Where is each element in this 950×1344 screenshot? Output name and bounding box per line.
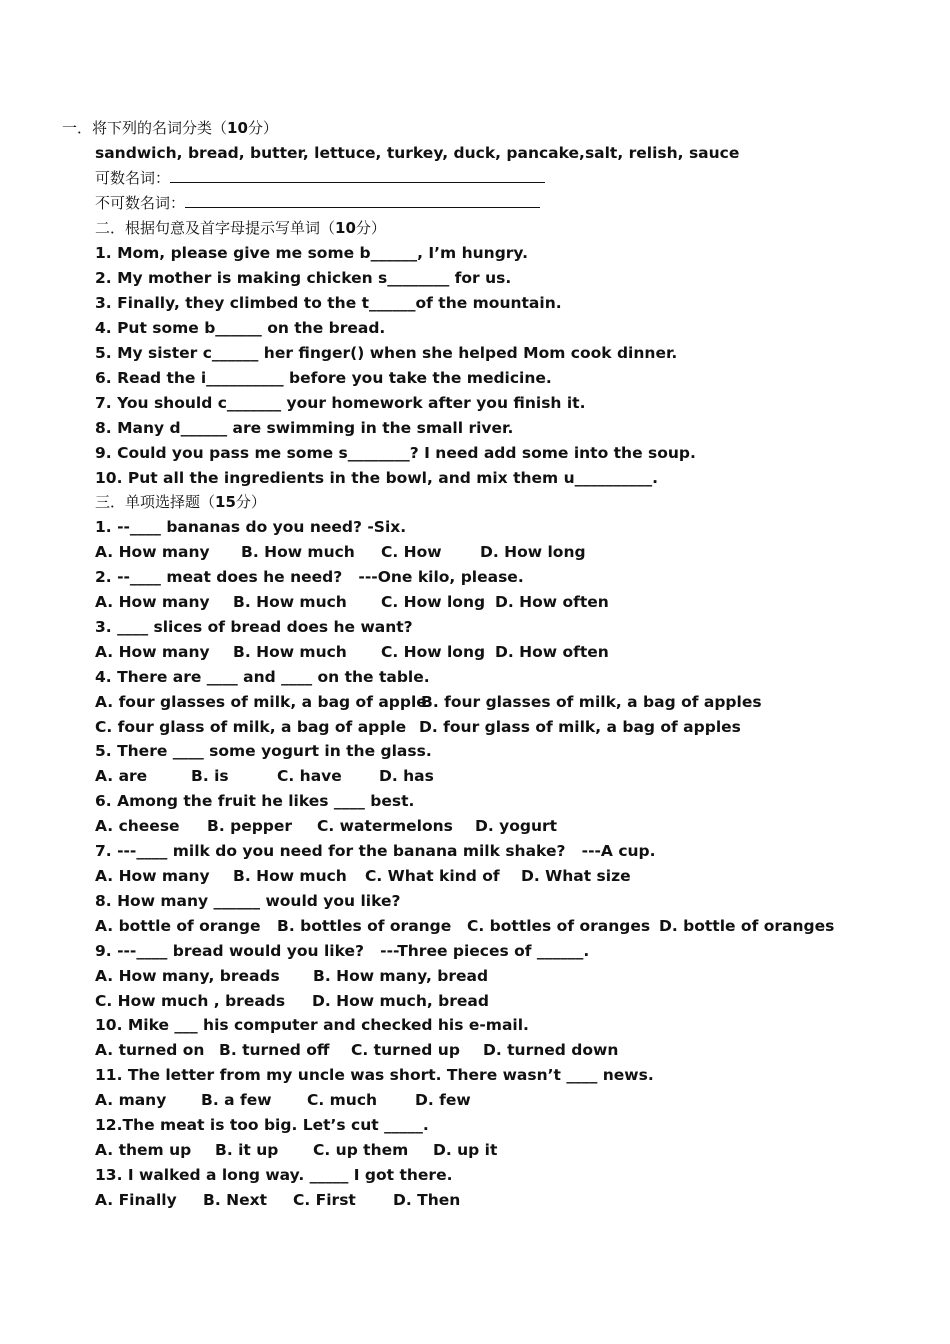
answer-option[interactable]: D. How often [495, 593, 609, 611]
answer-option[interactable]: D. few [415, 1091, 471, 1109]
uncountable-nouns-row [95, 193, 540, 213]
question-stem: 6. Among the fruit he likes ____ best. [95, 792, 415, 810]
answer-option[interactable]: B. is [191, 767, 229, 785]
answer-option[interactable]: A. How many [95, 593, 210, 611]
uncountable-nouns-answer-line[interactable] [185, 193, 540, 208]
section-1-score: 10 [227, 119, 248, 137]
section-3-heading [95, 492, 266, 512]
section-2-heading [95, 218, 386, 238]
answer-option[interactable]: D. up it [433, 1141, 498, 1159]
section-1-heading [62, 118, 278, 138]
fill-in-item[interactable]: 3. Finally, they climbed to the t______of the mountain. [95, 294, 562, 312]
section-1-number: 一 [62, 119, 78, 137]
fill-in-item[interactable]: 9. Could you pass me some s________? I need add some into the soup. [95, 444, 696, 462]
question-stem: 1. --____ bananas do you need? -Six. [95, 518, 407, 536]
answer-option[interactable]: B. How much [233, 643, 347, 661]
answer-option[interactable]: B. a few [201, 1091, 272, 1109]
question-stem: 3. ____ slices of bread does he want? [95, 618, 413, 636]
answer-option[interactable]: C. much [307, 1091, 378, 1109]
question-stem: 5. There ____ some yogurt in the glass. [95, 742, 432, 760]
countable-nouns-answer-line[interactable] [170, 168, 545, 183]
answer-option[interactable]: A. four glasses of milk, a bag of apple [95, 693, 427, 711]
answer-option[interactable]: D. How much, bread [312, 992, 489, 1010]
answer-option[interactable]: A. bottle of orange [95, 917, 261, 935]
answer-option[interactable]: B. How much [233, 593, 347, 611]
answer-option[interactable]: A. are [95, 767, 148, 785]
section-2-score: 10 [335, 219, 356, 237]
fill-in-item[interactable]: 5. My sister c______ her finger() when she helped Mom cook dinner. [95, 344, 678, 362]
answer-option[interactable]: D. Then [393, 1191, 461, 1209]
answer-option[interactable]: C. have [277, 767, 342, 785]
answer-option[interactable]: B. bottles of orange [277, 917, 452, 935]
answer-option[interactable]: C. How [381, 543, 442, 561]
section-1-title-end: 分） [247, 119, 278, 137]
fill-in-item[interactable]: 4. Put some b______ on the bread. [95, 319, 386, 337]
answer-option[interactable]: C. four glass of milk, a bag of apple [95, 718, 407, 736]
answer-option[interactable]: A. How many [95, 543, 210, 561]
answer-option[interactable]: C. watermelons [317, 817, 453, 835]
question-stem: 4. There are ____ and ____ on the table. [95, 668, 430, 686]
answer-option[interactable]: C. First [293, 1191, 356, 1209]
section-3-title-end: 分） [235, 493, 266, 511]
answer-option[interactable]: C. turned up [351, 1041, 460, 1059]
answer-option[interactable]: B. How much [241, 543, 355, 561]
answer-option[interactable]: A. How many [95, 643, 210, 661]
answer-option[interactable]: A. Finally [95, 1191, 177, 1209]
answer-option[interactable]: A. many [95, 1091, 167, 1109]
answer-option[interactable]: D. yogurt [475, 817, 558, 835]
question-stem: 2. --____ meat does he need? ---One kilo, please. [95, 568, 524, 586]
answer-option[interactable]: A. How many [95, 867, 210, 885]
fill-in-item[interactable]: 2. My mother is making chicken s________ for us. [95, 269, 512, 287]
answer-option[interactable]: D. turned down [483, 1041, 619, 1059]
answer-option[interactable]: B. Next [203, 1191, 267, 1209]
answer-option[interactable]: C. How much , breads [95, 992, 286, 1010]
question-stem: 11. The letter from my uncle was short. There wasn’t ____ news. [95, 1066, 654, 1084]
answer-option[interactable]: D. four glass of milk, a bag of apples [419, 718, 741, 736]
section-3-title: ．单项选择题（ [110, 493, 216, 511]
answer-option[interactable]: B. pepper [207, 817, 293, 835]
answer-option[interactable]: C. up them [313, 1141, 409, 1159]
question-stem: 9. ---____ bread would you like? ---Three pieces of ______. [95, 942, 590, 960]
answer-option[interactable]: A. turned on [95, 1041, 205, 1059]
answer-option[interactable]: B. four glasses of milk, a bag of apples [421, 693, 762, 711]
answer-option[interactable]: D. bottle of oranges [659, 917, 835, 935]
answer-option[interactable]: C. How long [381, 593, 486, 611]
answer-option[interactable]: B. it up [215, 1141, 279, 1159]
question-stem: 7. ---____ milk do you need for the banana milk shake? ---A cup. [95, 842, 656, 860]
answer-option[interactable]: B. turned off [219, 1041, 330, 1059]
section-2-title: ．根据句意及首字母提示写单词（ [110, 219, 336, 237]
answer-option[interactable]: C. How long [381, 643, 486, 661]
section-2-number: 二 [95, 219, 111, 237]
answer-option[interactable]: A. How many, breads [95, 967, 280, 985]
section-2-title-end: 分） [355, 219, 386, 237]
answer-option[interactable]: D. has [379, 767, 434, 785]
section-3-number: 三 [95, 493, 111, 511]
fill-in-item[interactable]: 7. You should c_______ your homework after you finish it. [95, 394, 586, 412]
answer-option[interactable]: C. What kind of [365, 867, 500, 885]
uncountable-nouns-label: 不可数名词： [95, 194, 186, 212]
question-stem: 12.The meat is too big. Let’s cut _____. [95, 1116, 429, 1134]
answer-option[interactable]: D. What size [521, 867, 631, 885]
countable-nouns-row [95, 168, 545, 188]
answer-option[interactable]: C. bottles of oranges [467, 917, 651, 935]
fill-in-item[interactable]: 8. Many d______ are swimming in the small river. [95, 419, 514, 437]
answer-option[interactable]: A. cheese [95, 817, 180, 835]
countable-nouns-label: 可数名词： [95, 169, 171, 187]
answer-option[interactable]: A. them up [95, 1141, 192, 1159]
section-3-score: 15 [215, 493, 236, 511]
question-stem: 8. How many ______ would you like? [95, 892, 401, 910]
answer-option[interactable]: B. How much [233, 867, 347, 885]
answer-option[interactable]: D. How often [495, 643, 609, 661]
fill-in-item[interactable]: 1. Mom, please give me some b______, I’m hungry. [95, 244, 529, 262]
section-1-title: ．将下列的名词分类（ [77, 119, 228, 137]
question-stem: 10. Mike ___ his computer and checked his e-mail. [95, 1016, 529, 1034]
noun-word-list: sandwich, bread, butter, lettuce, turkey, duck, pancake,salt, relish, sauce [95, 144, 740, 162]
answer-option[interactable]: B. How many, bread [313, 967, 489, 985]
question-stem: 13. I walked a long way. _____ I got there. [95, 1166, 453, 1184]
fill-in-item[interactable]: 10. Put all the ingredients in the bowl, and mix them u__________. [95, 469, 659, 487]
answer-option[interactable]: D. How long [480, 543, 586, 561]
fill-in-item[interactable]: 6. Read the i__________ before you take the medicine. [95, 369, 552, 387]
